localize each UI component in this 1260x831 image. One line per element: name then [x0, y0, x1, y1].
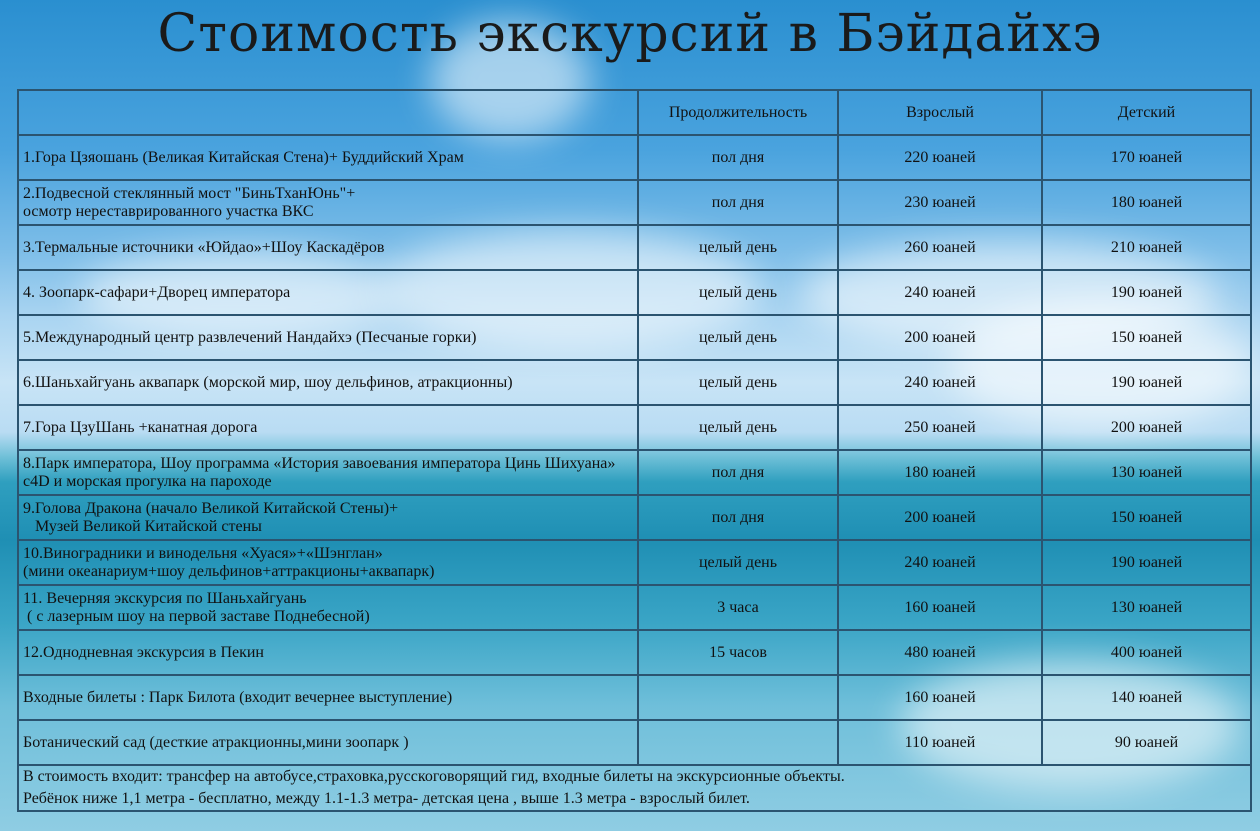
- child-price: 400 юаней: [1042, 630, 1251, 675]
- excursion-name: [18, 450, 638, 495]
- excursion-name-line: 7.Гора ЦзуШань +канатная дорога: [23, 418, 258, 436]
- adult-price: 230 юаней: [838, 180, 1042, 225]
- excursion-name-line2: ( с лазерным шоу на первой заставе Поднебесной): [23, 607, 370, 625]
- child-price: 180 юаней: [1042, 180, 1251, 225]
- duration-cell: целый день: [638, 315, 838, 360]
- adult-price: 200 юаней: [838, 315, 1042, 360]
- duration-cell: 15 часов: [638, 630, 838, 675]
- excursion-name: [18, 135, 638, 180]
- excursion-name-line: 9.Голова Дракона (начало Великой Китайской Стены)+: [23, 499, 399, 517]
- table-row: [18, 450, 1251, 495]
- excursion-name: [18, 675, 638, 720]
- table-row: [18, 675, 1251, 720]
- child-price: 210 юаней: [1042, 225, 1251, 270]
- table-row: [18, 270, 1251, 315]
- duration-cell: целый день: [638, 225, 838, 270]
- duration-cell: целый день: [638, 270, 838, 315]
- page-title: Стоимость экскурсий в Бэйдайхэ: [157, 4, 1103, 64]
- table-row: [18, 630, 1251, 675]
- excursion-name-line: 4. Зоопарк-сафари+Дворец императора: [23, 283, 291, 301]
- duration-cell: пол дня: [638, 135, 838, 180]
- header-child: Детский: [1042, 90, 1251, 135]
- header-excursion: [18, 90, 638, 135]
- child-price: 200 юаней: [1042, 405, 1251, 450]
- child-price: 90 юаней: [1042, 720, 1251, 765]
- excursion-name-line: Ботанический сад (десткие атракционны,мини зоопарк ): [23, 733, 409, 751]
- excursion-name: [18, 720, 638, 765]
- duration-cell: целый день: [638, 360, 838, 405]
- duration-cell: целый день: [638, 405, 838, 450]
- excursion-name-line: 1.Гора Цзяошань (Великая Китайская Стена)+ Буддийский Храм: [23, 148, 464, 166]
- excursion-name-line: Входные билеты : Парк Билота (входит вечернее выступление): [23, 688, 453, 706]
- duration-cell: 3 часа: [638, 585, 838, 630]
- child-price: 140 юаней: [1042, 675, 1251, 720]
- table-row: [18, 360, 1251, 405]
- excursion-name-line: 11. Вечерняя экскурсия по Шаньхайгуань: [23, 589, 307, 607]
- excursion-name-line2: (мини океанариум+шоу дельфинов+аттракционы+аквапарк): [23, 562, 435, 580]
- adult-price: 480 юаней: [838, 630, 1042, 675]
- duration-cell: [638, 675, 838, 720]
- adult-price: 250 юаней: [838, 405, 1042, 450]
- table-row: [18, 315, 1251, 360]
- excursion-name-line: 5.Международный центр развлечений Нандайхэ (Песчаные горки): [23, 328, 477, 346]
- adult-price: 160 юаней: [838, 675, 1042, 720]
- adult-price: 240 юаней: [838, 270, 1042, 315]
- duration-cell: пол дня: [638, 495, 838, 540]
- excursion-name: [18, 315, 638, 360]
- excursion-name: [18, 180, 638, 225]
- adult-price: 240 юаней: [838, 360, 1042, 405]
- child-price: 170 юаней: [1042, 135, 1251, 180]
- excursion-name: [18, 405, 638, 450]
- adult-price: 110 юаней: [838, 720, 1042, 765]
- excursion-name: [18, 630, 638, 675]
- excursion-name: [18, 540, 638, 585]
- excursion-name: [18, 360, 638, 405]
- price-table: [17, 89, 1252, 812]
- table-row: [18, 180, 1251, 225]
- header-adult: Взрослый: [838, 90, 1042, 135]
- excursion-name-line: 8.Парк императора, Шоу программа «История завоевания императора Цинь Шихуана»: [23, 454, 616, 472]
- excursion-name-line2: осмотр нереставрированного участка ВКС: [23, 202, 314, 220]
- excursion-name-line: 10.Виноградники и винодельня «Хуася»+«Шэнглан»: [23, 544, 383, 562]
- child-price: 190 юаней: [1042, 360, 1251, 405]
- excursion-name-line2: с4D и морская прогулка на пароходе: [23, 472, 272, 490]
- excursion-name: [18, 495, 638, 540]
- excursion-name: [18, 585, 638, 630]
- header-duration: Продолжительность: [638, 90, 838, 135]
- excursion-name-line: 3.Термальные источники «Юйдао»+Шоу Каскадёров: [23, 238, 385, 256]
- table-row: [18, 540, 1251, 585]
- excursion-name: [18, 270, 638, 315]
- child-price: 150 юаней: [1042, 315, 1251, 360]
- excursion-name-line: 12.Однодневная экскурсия в Пекин: [23, 643, 264, 661]
- duration-cell: пол дня: [638, 450, 838, 495]
- excursion-name-line: 6.Шаньхайгуань аквапарк (морской мир, шоу дельфинов, атракционны): [23, 373, 513, 391]
- child-price: 190 юаней: [1042, 540, 1251, 585]
- excursion-name-line2: Музей Великой Китайской стены: [23, 517, 262, 535]
- table-row: [18, 495, 1251, 540]
- table-row: [18, 225, 1251, 270]
- table-row: [18, 405, 1251, 450]
- adult-price: 240 юаней: [838, 540, 1042, 585]
- duration-cell: целый день: [638, 540, 838, 585]
- excursion-name-line: 2.Подвесной стеклянный мост "БиньТханЮнь"+: [23, 184, 356, 202]
- table-row: [18, 135, 1251, 180]
- child-price: 130 юаней: [1042, 450, 1251, 495]
- footer-note: [18, 765, 1251, 811]
- adult-price: 180 юаней: [838, 450, 1042, 495]
- table-header-row: [18, 90, 1251, 135]
- duration-cell: [638, 720, 838, 765]
- child-price: 190 юаней: [1042, 270, 1251, 315]
- duration-cell: пол дня: [638, 180, 838, 225]
- child-price: 130 юаней: [1042, 585, 1251, 630]
- table-row: [18, 585, 1251, 630]
- table-row: [18, 720, 1251, 765]
- adult-price: 200 юаней: [838, 495, 1042, 540]
- adult-price: 260 юаней: [838, 225, 1042, 270]
- footer-line-children: Ребёнок ниже 1,1 метра - бесплатно, между 1.1-1.3 метра- детская цена , выше 1.3 метра - взрослый билет.: [23, 790, 750, 807]
- child-price: 150 юаней: [1042, 495, 1251, 540]
- adult-price: 160 юаней: [838, 585, 1042, 630]
- adult-price: 220 юаней: [838, 135, 1042, 180]
- excursion-name: [18, 225, 638, 270]
- footer-note-row: [18, 765, 1251, 811]
- footer-line-included: В стоимость входит: трансфер на автобусе,страховка,русскоговорящий гид, входные билеты на экскурсионные объекты.: [23, 768, 845, 785]
